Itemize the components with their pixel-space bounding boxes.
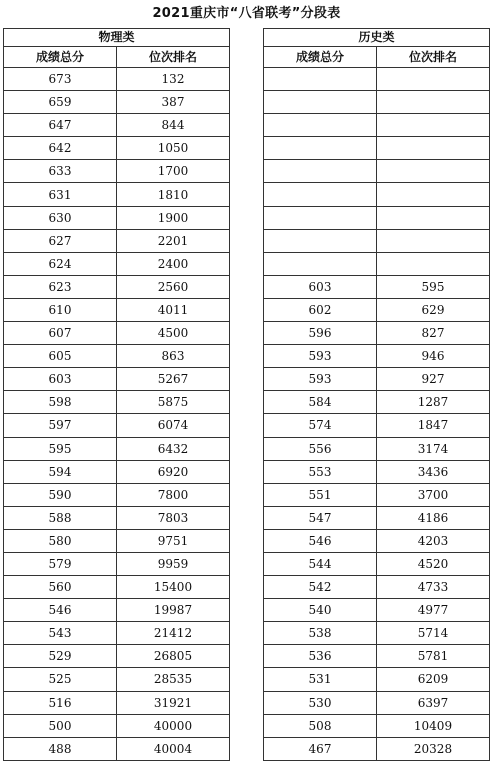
- rank-cell: 1700: [117, 160, 230, 183]
- score-cell: 598: [4, 391, 117, 414]
- history-table-body: [264, 68, 490, 761]
- physics-table-body: [4, 68, 230, 761]
- table-row: [264, 622, 490, 645]
- table-row: [4, 552, 230, 575]
- rank-cell: 19987: [117, 599, 230, 622]
- score-cell: 605: [4, 345, 117, 368]
- history-rank-column-header: 位次排名: [377, 47, 490, 68]
- rank-cell: [377, 206, 490, 229]
- table-row: [4, 460, 230, 483]
- score-cell: 538: [264, 622, 377, 645]
- score-cell: 659: [4, 91, 117, 114]
- score-cell: [264, 160, 377, 183]
- rank-cell: 387: [117, 91, 230, 114]
- table-row: [4, 91, 230, 114]
- score-cell: 627: [4, 229, 117, 252]
- table-row: [4, 529, 230, 552]
- score-cell: 673: [4, 68, 117, 91]
- table-row: [264, 137, 490, 160]
- rank-cell: 26805: [117, 645, 230, 668]
- score-cell: [264, 183, 377, 206]
- rank-cell: 1287: [377, 391, 490, 414]
- score-cell: 551: [264, 483, 377, 506]
- score-cell: 531: [264, 668, 377, 691]
- rank-cell: 863: [117, 345, 230, 368]
- score-cell: [264, 137, 377, 160]
- rank-cell: 31921: [117, 691, 230, 714]
- score-cell: 560: [4, 576, 117, 599]
- physics-score-column-header: 成绩总分: [4, 47, 117, 68]
- page-title: 2021重庆市“八省联考”分段表: [152, 6, 341, 21]
- score-cell: 593: [264, 368, 377, 391]
- score-cell: 603: [264, 275, 377, 298]
- table-row: [264, 68, 490, 91]
- score-cell: 597: [4, 414, 117, 437]
- rank-cell: 4520: [377, 552, 490, 575]
- table-row: [4, 506, 230, 529]
- table-row: [264, 529, 490, 552]
- score-cell: 579: [4, 552, 117, 575]
- rank-cell: 2560: [117, 275, 230, 298]
- score-cell: 647: [4, 114, 117, 137]
- rank-cell: 6920: [117, 460, 230, 483]
- rank-cell: 4011: [117, 298, 230, 321]
- rank-cell: 3174: [377, 437, 490, 460]
- score-cell: 544: [264, 552, 377, 575]
- physics-category-header: 物理类: [4, 29, 230, 47]
- score-cell: 594: [4, 460, 117, 483]
- score-cell: 607: [4, 322, 117, 345]
- rank-cell: 40000: [117, 714, 230, 737]
- table-row: [264, 460, 490, 483]
- score-cell: 467: [264, 737, 377, 760]
- table-row: [264, 599, 490, 622]
- table-row: [264, 483, 490, 506]
- rank-cell: 40004: [117, 737, 230, 760]
- rank-cell: [377, 114, 490, 137]
- table-row: [264, 114, 490, 137]
- table-row: [4, 483, 230, 506]
- rank-cell: [377, 160, 490, 183]
- rank-cell: 844: [117, 114, 230, 137]
- rank-cell: 6074: [117, 414, 230, 437]
- score-cell: 603: [4, 368, 117, 391]
- score-cell: 584: [264, 391, 377, 414]
- rank-cell: 629: [377, 298, 490, 321]
- rank-cell: [377, 91, 490, 114]
- table-row: [4, 298, 230, 321]
- score-cell: 630: [4, 206, 117, 229]
- rank-cell: 5875: [117, 391, 230, 414]
- score-cell: 574: [264, 414, 377, 437]
- rank-cell: 9959: [117, 552, 230, 575]
- table-row: [4, 252, 230, 275]
- rank-cell: [377, 252, 490, 275]
- rank-cell: 4203: [377, 529, 490, 552]
- history-category-header: 历史类: [264, 29, 490, 47]
- score-cell: 642: [4, 137, 117, 160]
- score-cell: 516: [4, 691, 117, 714]
- physics-rank-column-header: 位次排名: [117, 47, 230, 68]
- table-row: [264, 252, 490, 275]
- table-row: [4, 414, 230, 437]
- rank-cell: 9751: [117, 529, 230, 552]
- score-cell: 529: [4, 645, 117, 668]
- rank-cell: 21412: [117, 622, 230, 645]
- table-row: [4, 622, 230, 645]
- table-row: [4, 437, 230, 460]
- rank-cell: [377, 183, 490, 206]
- table-row: [4, 229, 230, 252]
- score-cell: 610: [4, 298, 117, 321]
- table-row: [264, 345, 490, 368]
- rank-cell: 1810: [117, 183, 230, 206]
- rank-cell: 20328: [377, 737, 490, 760]
- rank-cell: 3700: [377, 483, 490, 506]
- score-cell: 602: [264, 298, 377, 321]
- rank-cell: 5714: [377, 622, 490, 645]
- table-row: [264, 576, 490, 599]
- score-cell: 540: [264, 599, 377, 622]
- score-cell: [264, 114, 377, 137]
- rank-cell: 4733: [377, 576, 490, 599]
- rank-cell: 4500: [117, 322, 230, 345]
- table-row: [4, 668, 230, 691]
- score-cell: 536: [264, 645, 377, 668]
- score-cell: 633: [4, 160, 117, 183]
- table-row: [4, 275, 230, 298]
- table-row: [264, 206, 490, 229]
- score-cell: 508: [264, 714, 377, 737]
- score-cell: 543: [4, 622, 117, 645]
- score-cell: [264, 91, 377, 114]
- score-cell: 590: [4, 483, 117, 506]
- rank-cell: 7803: [117, 506, 230, 529]
- score-cell: 595: [4, 437, 117, 460]
- score-cell: 588: [4, 506, 117, 529]
- rank-cell: 28535: [117, 668, 230, 691]
- rank-cell: 946: [377, 345, 490, 368]
- table-row: [264, 414, 490, 437]
- rank-cell: [377, 137, 490, 160]
- table-row: [264, 691, 490, 714]
- table-row: [264, 714, 490, 737]
- rank-cell: 1847: [377, 414, 490, 437]
- table-row: [264, 275, 490, 298]
- score-cell: 500: [4, 714, 117, 737]
- table-row: [264, 183, 490, 206]
- score-cell: 556: [264, 437, 377, 460]
- rank-cell: 4186: [377, 506, 490, 529]
- rank-cell: 7800: [117, 483, 230, 506]
- table-row: [264, 322, 490, 345]
- rank-cell: 595: [377, 275, 490, 298]
- rank-cell: 4977: [377, 599, 490, 622]
- table-row: [4, 206, 230, 229]
- score-cell: 488: [4, 737, 117, 760]
- history-score-column-header: 成绩总分: [264, 47, 377, 68]
- score-cell: 525: [4, 668, 117, 691]
- table-row: [4, 160, 230, 183]
- table-row: [4, 183, 230, 206]
- rank-cell: 10409: [377, 714, 490, 737]
- rank-cell: 2201: [117, 229, 230, 252]
- table-row: [264, 668, 490, 691]
- score-cell: [264, 206, 377, 229]
- table-row: [4, 368, 230, 391]
- rank-cell: 132: [117, 68, 230, 91]
- table-row: [264, 737, 490, 760]
- table-row: [4, 576, 230, 599]
- score-cell: 624: [4, 252, 117, 275]
- table-row: [4, 322, 230, 345]
- table-row: [4, 645, 230, 668]
- rank-cell: 6209: [377, 668, 490, 691]
- rank-cell: 2400: [117, 252, 230, 275]
- rank-cell: 1900: [117, 206, 230, 229]
- table-row: [4, 345, 230, 368]
- score-cell: [264, 252, 377, 275]
- rank-cell: 827: [377, 322, 490, 345]
- table-row: [264, 506, 490, 529]
- table-row: [264, 91, 490, 114]
- score-cell: 547: [264, 506, 377, 529]
- rank-cell: 3436: [377, 460, 490, 483]
- table-row: [264, 298, 490, 321]
- history-table: [263, 28, 490, 761]
- table-row: [4, 691, 230, 714]
- rank-cell: 6432: [117, 437, 230, 460]
- score-cell: [264, 229, 377, 252]
- table-row: [4, 599, 230, 622]
- score-cell: [264, 68, 377, 91]
- table-row: [4, 737, 230, 760]
- physics-table: [3, 28, 230, 761]
- table-row: [4, 114, 230, 137]
- rank-cell: [377, 68, 490, 91]
- table-row: [4, 391, 230, 414]
- table-row: [264, 645, 490, 668]
- score-cell: 530: [264, 691, 377, 714]
- rank-cell: 6397: [377, 691, 490, 714]
- score-cell: 623: [4, 275, 117, 298]
- rank-cell: 1050: [117, 137, 230, 160]
- rank-cell: [377, 229, 490, 252]
- table-row: [264, 160, 490, 183]
- table-row: [264, 368, 490, 391]
- rank-cell: 5781: [377, 645, 490, 668]
- score-cell: 542: [264, 576, 377, 599]
- table-row: [4, 137, 230, 160]
- score-cell: 546: [4, 599, 117, 622]
- table-row: [264, 552, 490, 575]
- table-row: [264, 391, 490, 414]
- table-row: [264, 437, 490, 460]
- score-cell: 593: [264, 345, 377, 368]
- score-cell: 596: [264, 322, 377, 345]
- score-cell: 580: [4, 529, 117, 552]
- score-cell: 553: [264, 460, 377, 483]
- rank-cell: 15400: [117, 576, 230, 599]
- rank-cell: 927: [377, 368, 490, 391]
- table-row: [4, 68, 230, 91]
- rank-cell: 5267: [117, 368, 230, 391]
- score-cell: 631: [4, 183, 117, 206]
- score-cell: 546: [264, 529, 377, 552]
- table-row: [4, 714, 230, 737]
- table-row: [264, 229, 490, 252]
